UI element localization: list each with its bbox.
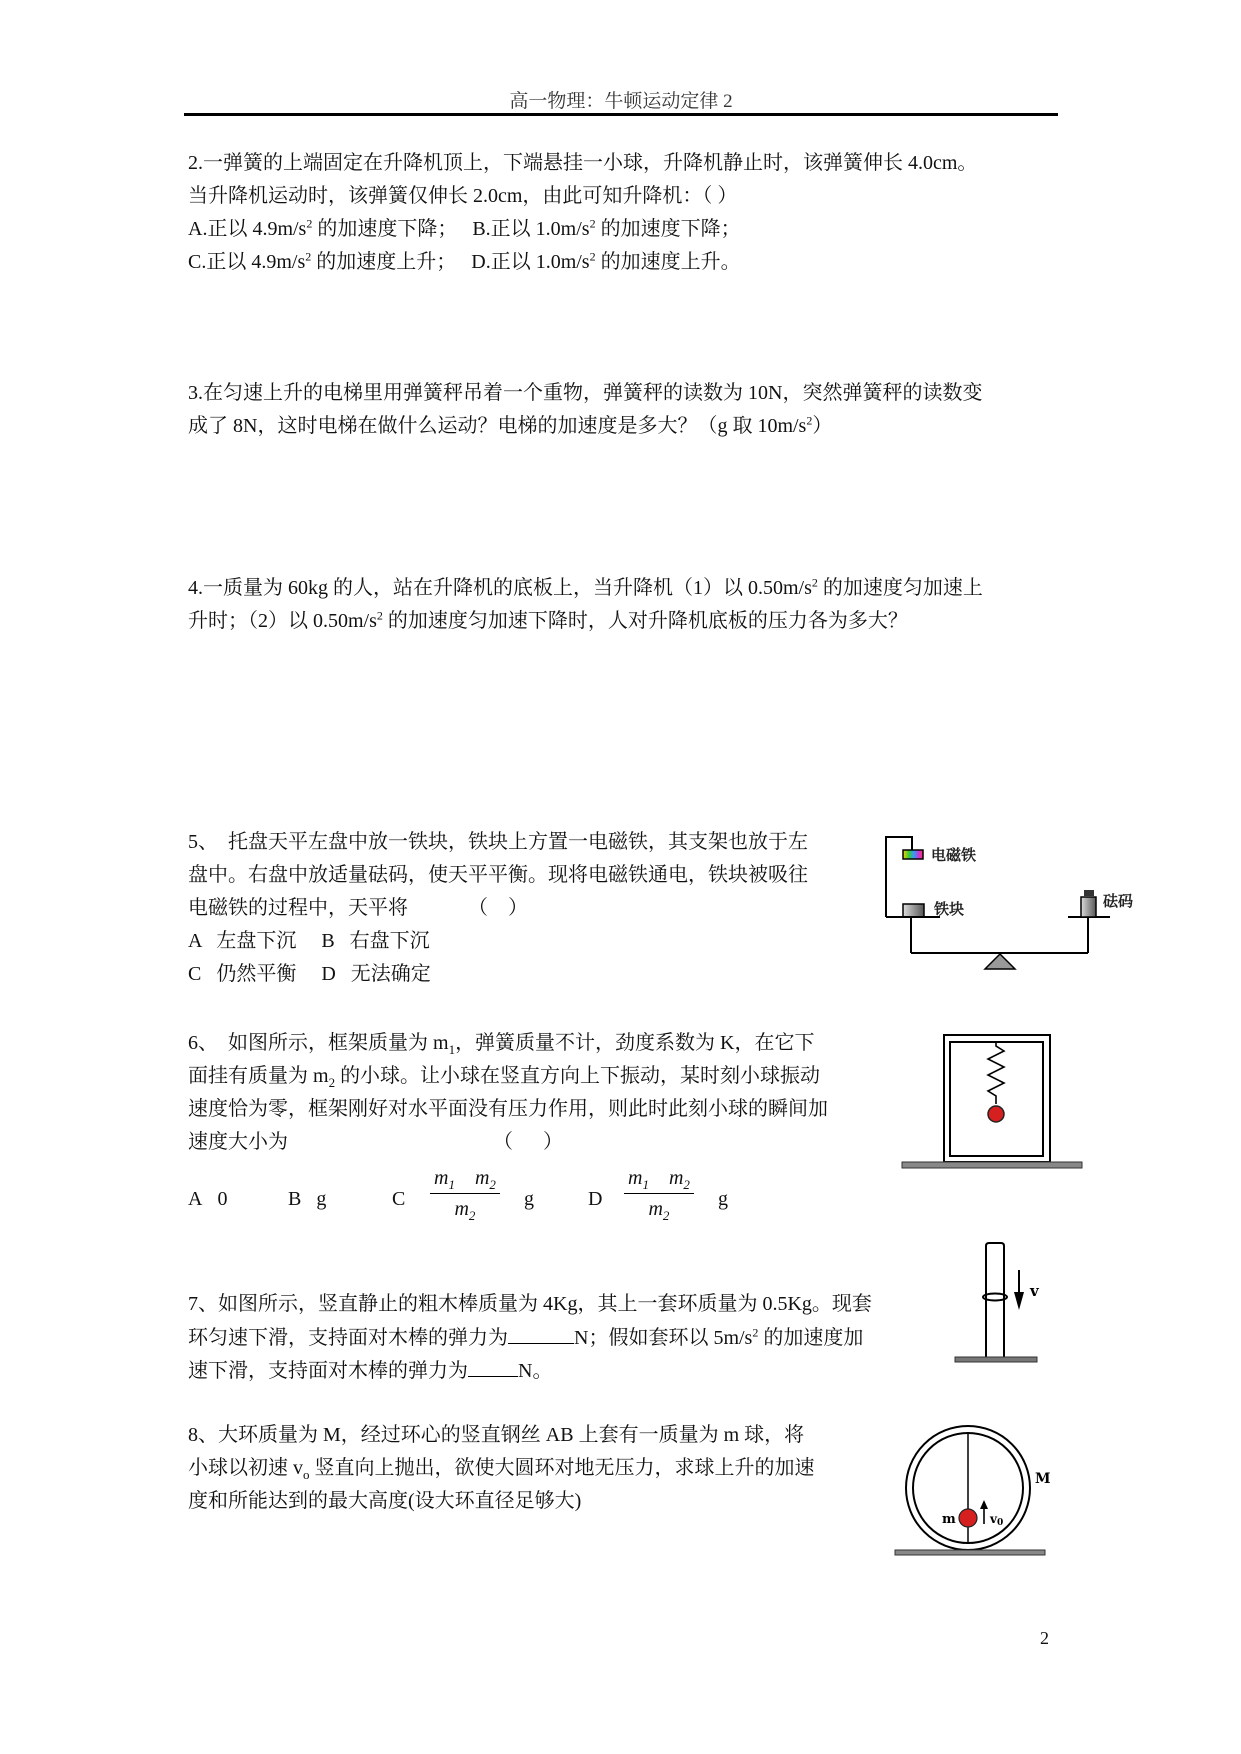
q5-option-b: B 右盘下沉 (321, 930, 430, 952)
q5-line-3: 电磁铁的过程中，天平将 （ ） (188, 897, 528, 919)
page-number: 2 (1040, 1628, 1049, 1648)
label-v0: v0 (990, 1512, 1004, 1528)
q8-line-2: 小球以初速 $v_o$ 竖直向上抛出，欲使大圆环对地无压力，求球上升的加速 (188, 1457, 815, 1482)
question-4 (188, 572, 983, 638)
question-7 (188, 1288, 872, 1387)
q6-option-c-label: C (392, 1188, 406, 1210)
q6-line-1: 6、 如图所示，框架质量为 $m_1$，弹簧质量不计，劲度系数为 K，在它下 (188, 1032, 815, 1057)
frame-spring-figure (880, 1010, 1100, 1175)
arrow-head-down-icon (1014, 1292, 1024, 1310)
weight-knob (1084, 890, 1094, 896)
ball-icon (988, 1106, 1004, 1122)
page-header-title: 高一物理：牛顿运动定律 2 (509, 91, 733, 112)
q6-option-a: A 0 (188, 1188, 228, 1210)
q5-line-2: 盘中。右盘中放适量砝码，使天平平衡。现将电磁铁通电，铁块被吸往 (188, 864, 808, 886)
q2-option-b: B.正以 $1.0m/s^2$ 的加速度下降； (472, 216, 741, 240)
answer-blank-1[interactable] (508, 1321, 574, 1344)
header-rule (184, 113, 1058, 116)
ground (895, 1550, 1045, 1555)
iron-block-icon (903, 904, 924, 917)
q6-option-d-g: g (718, 1188, 728, 1210)
q6-line-4: 速度大小为 （ ） (188, 1131, 563, 1153)
q5-options-ab (188, 925, 808, 958)
q4-line-1: 4.一质量为 60kg 的人，站在升降机的底板上，当升降机（1）以 $0.50m/s^2$ 的加速度匀加速上 (188, 575, 983, 599)
answer-blank-2[interactable] (468, 1354, 518, 1377)
q5-option-c: C 仍然平衡 (188, 963, 297, 985)
electromagnet-icon (903, 850, 923, 859)
ground (902, 1162, 1082, 1168)
ball-icon (959, 1509, 977, 1527)
label-iron-block: 铁块 (934, 900, 965, 918)
q2-options-cd (188, 246, 977, 279)
q8-line-1: 8、大环质量为 M，经过环心的竖直钢丝 AB 上套有一质量为 m 球，将 (188, 1424, 805, 1446)
q5-option-d: D 无法确定 (321, 963, 431, 985)
question-6 (188, 1027, 828, 1159)
q6-line-3: 速度恰为零，框架刚好对水平面没有压力作用，则此时此刻小球的瞬间加 (188, 1098, 828, 1120)
question-5 (188, 826, 808, 991)
q3-line-2: 成了 8N，这时电梯在做什么运动？电梯的加速度是多大？（g 取 $10m/s^2$） (188, 413, 833, 437)
question-2 (188, 147, 977, 279)
label-weight: 砝码 (1103, 892, 1134, 910)
q3-line-1: 3.在匀速上升的电梯里用弹簧秤吊着一个重物，弹簧秤的读数为 10N，突然弹簧秤的读数变 (188, 382, 983, 404)
question-8 (188, 1419, 815, 1518)
ring-ball-figure (880, 1400, 1060, 1560)
q5-options-cd (188, 958, 808, 991)
ground (955, 1357, 1037, 1362)
label-m: m (942, 1512, 956, 1527)
q2-options-ab (188, 213, 977, 246)
q5-line-1: 5、 托盘天平左盘中放一铁块，铁块上方置一电磁铁，其支架也放于左 (188, 831, 808, 853)
label-M: M (1035, 1471, 1051, 1487)
q4-line-2: 升时；（2）以 $0.50m/s^2$ 的加速度匀加速下降时，人对升降机底板的压力各为多大？ (188, 608, 908, 632)
q7-line-2: 环匀速下滑，支持面对木棒的弹力为 N；假如套环以 $5m/s^2$ 的加速度加 (188, 1321, 872, 1354)
q6-option-d-label: D (588, 1188, 603, 1210)
q8-line-3: 度和所能达到的最大高度(设大环直径足够大) (188, 1490, 582, 1512)
q5-option-a: A 左盘下沉 (188, 930, 297, 952)
q6-option-c-fraction: $\frac{m_1 m_2}{m_2}$ (430, 1165, 500, 1222)
question-3 (188, 377, 982, 443)
q2-option-a: A.正以 $4.9m/s^2$ 的加速度下降； (188, 216, 458, 240)
fulcrum-icon (985, 954, 1015, 969)
label-v: v (1030, 1282, 1039, 1300)
q7-line-3: 速下滑，支持面对木棒的弹力为 N。 (188, 1354, 872, 1387)
weight-icon (1081, 897, 1096, 917)
label-electromagnet: 电磁铁 (931, 846, 977, 864)
balance-figure (870, 820, 1190, 980)
q7-line-1: 7、如图所示，竖直静止的粗木棒质量为 4Kg，其上一套环质量为 0.5Kg。现套 (188, 1293, 872, 1315)
q2-option-d: D.正以 $1.0m/s^2$ 的加速度上升。 (471, 249, 741, 273)
q6-option-c-g: g (524, 1188, 534, 1210)
q6-option-d-fraction: $\frac{m_1 m_2}{m_2}$ (624, 1165, 694, 1222)
q6-line-2: 面挂有质量为 $m_2$ 的小球。让小球在竖直方向上下振动，某时刻小球振动 (188, 1065, 821, 1090)
q6-option-b: B g (288, 1188, 327, 1210)
q2-line-1: 2.一弹簧的上端固定在升降机顶上，下端悬挂一小球，升降机静止时，该弹簧伸长 4.0cm。 (188, 152, 978, 174)
q2-line-2: 当升降机运动时，该弹簧仅伸长 2.0cm，由此可知升降机：（ ） (188, 185, 738, 207)
rod-ring-figure (930, 1220, 1080, 1380)
q2-option-c: C.正以 $4.9m/s^2$ 的加速度上升； (188, 249, 457, 273)
